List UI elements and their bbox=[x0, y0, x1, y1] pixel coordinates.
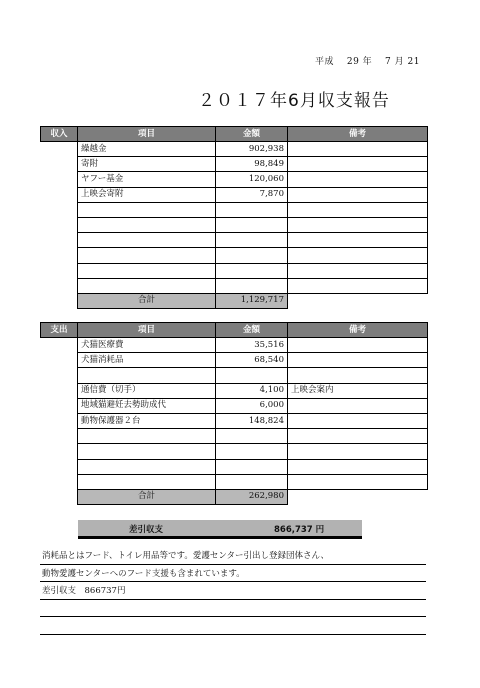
expense-row bbox=[41, 429, 428, 444]
balance-value: 866,737 円 bbox=[274, 525, 325, 535]
amount-cell bbox=[216, 233, 288, 248]
note-cell bbox=[288, 187, 428, 202]
amount-cell: 68,540 bbox=[216, 353, 288, 368]
amount-cell bbox=[216, 278, 288, 293]
note-cell bbox=[288, 263, 428, 278]
amount-cell: 7,870 bbox=[216, 187, 288, 202]
expense-row bbox=[41, 368, 428, 383]
row-spacer bbox=[41, 172, 78, 187]
row-spacer bbox=[288, 489, 428, 504]
row-spacer bbox=[41, 263, 78, 278]
item-cell: 犬猫消耗品 bbox=[78, 353, 216, 368]
note-cell bbox=[288, 429, 428, 444]
report-title: ２０１７年6月収支報告 bbox=[198, 91, 390, 111]
amount-cell bbox=[216, 248, 288, 263]
expense-row bbox=[41, 383, 428, 398]
amount-cell: 148,824 bbox=[216, 413, 288, 428]
income-row bbox=[41, 172, 428, 187]
expense-table bbox=[40, 322, 428, 505]
amount-cell bbox=[216, 217, 288, 232]
income-row bbox=[41, 263, 428, 278]
expense-row bbox=[41, 474, 428, 489]
amount-column-header: 金額 bbox=[216, 127, 288, 142]
note-line: 差引収支 866737円 bbox=[40, 582, 426, 600]
item-cell bbox=[78, 474, 216, 489]
note-line bbox=[40, 617, 426, 635]
item-cell bbox=[78, 217, 216, 232]
row-spacer bbox=[41, 338, 78, 353]
row-spacer bbox=[41, 187, 78, 202]
note-cell bbox=[288, 413, 428, 428]
balance-bar bbox=[78, 520, 362, 539]
row-spacer bbox=[41, 413, 78, 428]
row-spacer bbox=[41, 157, 78, 172]
expense-total-row bbox=[41, 489, 428, 504]
income-row bbox=[41, 278, 428, 293]
income-section-label: 収入 bbox=[41, 127, 78, 142]
income-total-row bbox=[41, 293, 428, 308]
row-spacer bbox=[41, 248, 78, 263]
amount-cell: 4,100 bbox=[216, 383, 288, 398]
item-cell bbox=[78, 429, 216, 444]
note-cell bbox=[288, 157, 428, 172]
row-spacer bbox=[41, 459, 78, 474]
item-cell: 寄附 bbox=[78, 157, 216, 172]
item-cell: ヤフー基金 bbox=[78, 172, 216, 187]
item-cell: 上映会寄附 bbox=[78, 187, 216, 202]
item-column-header: 項目 bbox=[78, 127, 216, 142]
total-label: 合計 bbox=[78, 293, 216, 308]
expense-row bbox=[41, 459, 428, 474]
note-cell bbox=[288, 172, 428, 187]
note-cell bbox=[288, 233, 428, 248]
row-spacer bbox=[41, 142, 78, 157]
amount-cell bbox=[216, 202, 288, 217]
item-cell bbox=[78, 368, 216, 383]
amount-cell: 6,000 bbox=[216, 398, 288, 413]
row-spacer bbox=[41, 202, 78, 217]
income-row bbox=[41, 233, 428, 248]
row-spacer bbox=[41, 233, 78, 248]
note-cell bbox=[288, 338, 428, 353]
amount-cell bbox=[216, 474, 288, 489]
row-spacer bbox=[41, 444, 78, 459]
note-cell bbox=[288, 444, 428, 459]
amount-column-header: 金額 bbox=[216, 323, 288, 338]
item-column-header: 項目 bbox=[78, 323, 216, 338]
item-cell bbox=[78, 278, 216, 293]
income-row bbox=[41, 142, 428, 157]
note-column-header: 備考 bbox=[288, 127, 428, 142]
amount-cell: 98,849 bbox=[216, 157, 288, 172]
report-date: 平成 29 年 7 月 21 bbox=[315, 57, 420, 67]
row-spacer bbox=[288, 293, 428, 308]
total-value: 262,980 bbox=[216, 489, 288, 504]
amount-cell: 120,060 bbox=[216, 172, 288, 187]
item-cell: 通信費（切手） bbox=[78, 383, 216, 398]
item-cell bbox=[78, 459, 216, 474]
note-column-header: 備考 bbox=[288, 323, 428, 338]
row-spacer bbox=[41, 293, 78, 308]
income-row bbox=[41, 217, 428, 232]
item-cell: 繰越金 bbox=[78, 142, 216, 157]
note-cell bbox=[288, 278, 428, 293]
item-cell bbox=[78, 248, 216, 263]
row-spacer bbox=[41, 429, 78, 444]
note-cell bbox=[288, 353, 428, 368]
income-row bbox=[41, 157, 428, 172]
expense-row bbox=[41, 398, 428, 413]
item-cell: 犬猫医療費 bbox=[78, 338, 216, 353]
note-cell: 上映会案内 bbox=[288, 383, 428, 398]
note-line: 動物愛護センターへのフード支援も含まれています。 bbox=[40, 565, 426, 583]
expense-row bbox=[41, 338, 428, 353]
row-spacer bbox=[41, 383, 78, 398]
item-cell bbox=[78, 263, 216, 278]
item-cell bbox=[78, 233, 216, 248]
amount-cell bbox=[216, 459, 288, 474]
expense-row bbox=[41, 413, 428, 428]
row-spacer bbox=[41, 368, 78, 383]
total-value: 1,129,717 bbox=[216, 293, 288, 308]
amount-cell bbox=[216, 444, 288, 459]
income-row bbox=[41, 187, 428, 202]
income-table bbox=[40, 126, 428, 309]
item-cell: 動物保護器２台 bbox=[78, 413, 216, 428]
note-line bbox=[40, 600, 426, 618]
note-cell bbox=[288, 142, 428, 157]
note-cell bbox=[288, 459, 428, 474]
row-spacer bbox=[41, 278, 78, 293]
note-line: 消耗品とはフード、トイレ用品等です。愛護センター引出し登録団体さん、 bbox=[40, 547, 426, 565]
amount-cell bbox=[216, 263, 288, 278]
note-cell bbox=[288, 474, 428, 489]
row-spacer bbox=[41, 474, 78, 489]
amount-cell: 35,516 bbox=[216, 338, 288, 353]
note-cell bbox=[288, 368, 428, 383]
note-cell bbox=[288, 217, 428, 232]
row-spacer bbox=[41, 217, 78, 232]
item-cell bbox=[78, 444, 216, 459]
amount-cell bbox=[216, 368, 288, 383]
item-cell bbox=[78, 202, 216, 217]
expense-section-label: 支出 bbox=[41, 323, 78, 338]
row-spacer bbox=[41, 489, 78, 504]
row-spacer bbox=[41, 353, 78, 368]
note-cell bbox=[288, 248, 428, 263]
note-cell bbox=[288, 398, 428, 413]
balance-label: 差引収支 bbox=[128, 525, 163, 535]
amount-cell: 902,938 bbox=[216, 142, 288, 157]
expense-header-row bbox=[41, 323, 428, 338]
amount-cell bbox=[216, 429, 288, 444]
income-header-row bbox=[41, 127, 428, 142]
expense-row bbox=[41, 444, 428, 459]
note-cell bbox=[288, 202, 428, 217]
total-label: 合計 bbox=[78, 489, 216, 504]
item-cell: 地域猫避妊去勢助成代 bbox=[78, 398, 216, 413]
expense-row bbox=[41, 353, 428, 368]
notes-section bbox=[40, 547, 426, 635]
income-row bbox=[41, 202, 428, 217]
row-spacer bbox=[41, 398, 78, 413]
income-row bbox=[41, 248, 428, 263]
